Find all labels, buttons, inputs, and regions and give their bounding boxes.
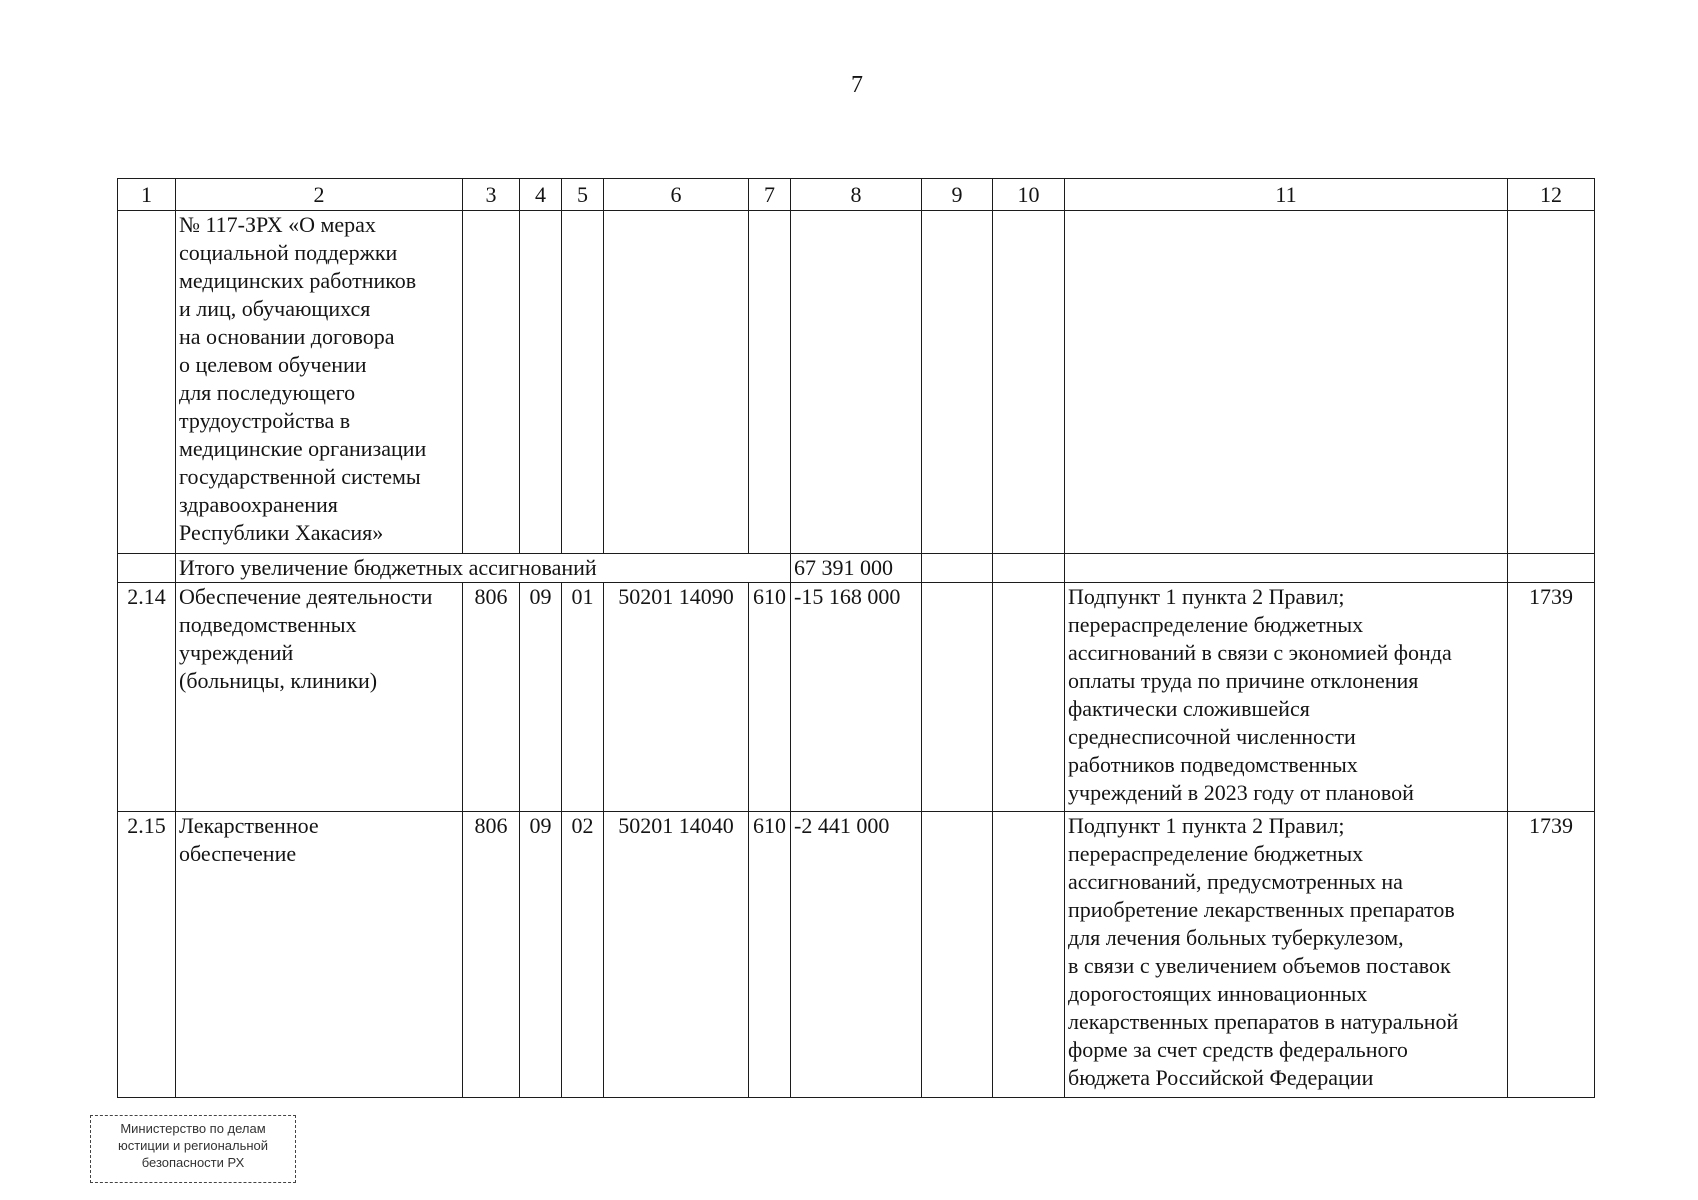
cell-code-6: 50201 14090 [604,583,749,812]
header-cell-1: 1 [118,179,176,211]
cell-amount: -2 441 000 [791,812,922,1098]
cell [1065,554,1508,583]
total-amount: 67 391 000 [791,554,922,583]
cell-col-12: 1739 [1508,583,1595,812]
cell-code-7: 610 [749,812,791,1098]
table-row-continued [118,211,1595,554]
header-cell-8: 8 [791,179,922,211]
table-row-total [118,554,1595,583]
cell-code-3: 806 [463,812,520,1098]
cell-amount: -15 168 000 [791,583,922,812]
cell [1508,211,1595,554]
cell-code-4: 09 [520,812,562,1098]
cell [749,211,791,554]
table-row [118,583,1595,812]
law-name-continued: № 117-ЗРХ «О мерах социальной поддержки медицинских работников и лиц, обучающихся на основании договора о целевом обучении для последующего трудоустройства в медицинские организации государственной системы здравоохранения Республики Хакасия» [176,211,463,554]
cell [993,554,1065,583]
header-row [118,179,1595,211]
header-cell-5: 5 [562,179,604,211]
cell [520,211,562,554]
header-cell-7: 7 [749,179,791,211]
cell-justification: Подпункт 1 пункта 2 Правил; перераспределение бюджетных ассигнований в связи с экономией фонда оплаты труда по причине отклонения фактически сложившейся среднесписочной численности работников подведомственных учреждений в 2023 году от плановой [1065,583,1508,812]
row-number: 2.14 [118,583,176,812]
header-cell-11: 11 [1065,179,1508,211]
budget-table [117,178,1595,1098]
page-number: 7 [851,72,863,98]
header-cell-10: 10 [993,179,1065,211]
header-cell-4: 4 [520,179,562,211]
cell [463,211,520,554]
cell [993,211,1065,554]
cell [922,211,993,554]
cell-col-9 [922,583,993,812]
cell-col-9 [922,812,993,1098]
cell-code-7: 610 [749,583,791,812]
cell [922,554,993,583]
ministry-stamp: Министерство по делам юстиции и региональной безопасности РХ [90,1115,296,1183]
header-cell-6: 6 [604,179,749,211]
cell [791,211,922,554]
total-label: Итого увеличение бюджетных ассигнований [176,554,791,583]
cell-code-5: 02 [562,812,604,1098]
row-number: 2.15 [118,812,176,1098]
row-name: Обеспечение деятельности подведомственных учреждений (больницы, клиники) [176,583,463,812]
cell [118,554,176,583]
cell-col-12: 1739 [1508,812,1595,1098]
cell [604,211,749,554]
cell-col-10 [993,812,1065,1098]
cell [1508,554,1595,583]
cell-code-6: 50201 14040 [604,812,749,1098]
header-cell-12: 12 [1508,179,1595,211]
cell-code-5: 01 [562,583,604,812]
cell [1065,211,1508,554]
header-cell-9: 9 [922,179,993,211]
cell-code-3: 806 [463,583,520,812]
table-row [118,812,1595,1098]
cell-col-10 [993,583,1065,812]
header-cell-2: 2 [176,179,463,211]
cell-justification: Подпункт 1 пункта 2 Правил; перераспределение бюджетных ассигнований, предусмотренных на приобретение лекарственных препаратов для лечения больных туберкулезом, в связи с увеличением объемов поставок дорогостоящих инновационных лекарственных препаратов в натуральной форме за счет средств федерального бюджета Российской Федерации [1065,812,1508,1098]
header-cell-3: 3 [463,179,520,211]
cell [562,211,604,554]
row-name: Лекарственное обеспечение [176,812,463,1098]
cell [118,211,176,554]
cell-code-4: 09 [520,583,562,812]
